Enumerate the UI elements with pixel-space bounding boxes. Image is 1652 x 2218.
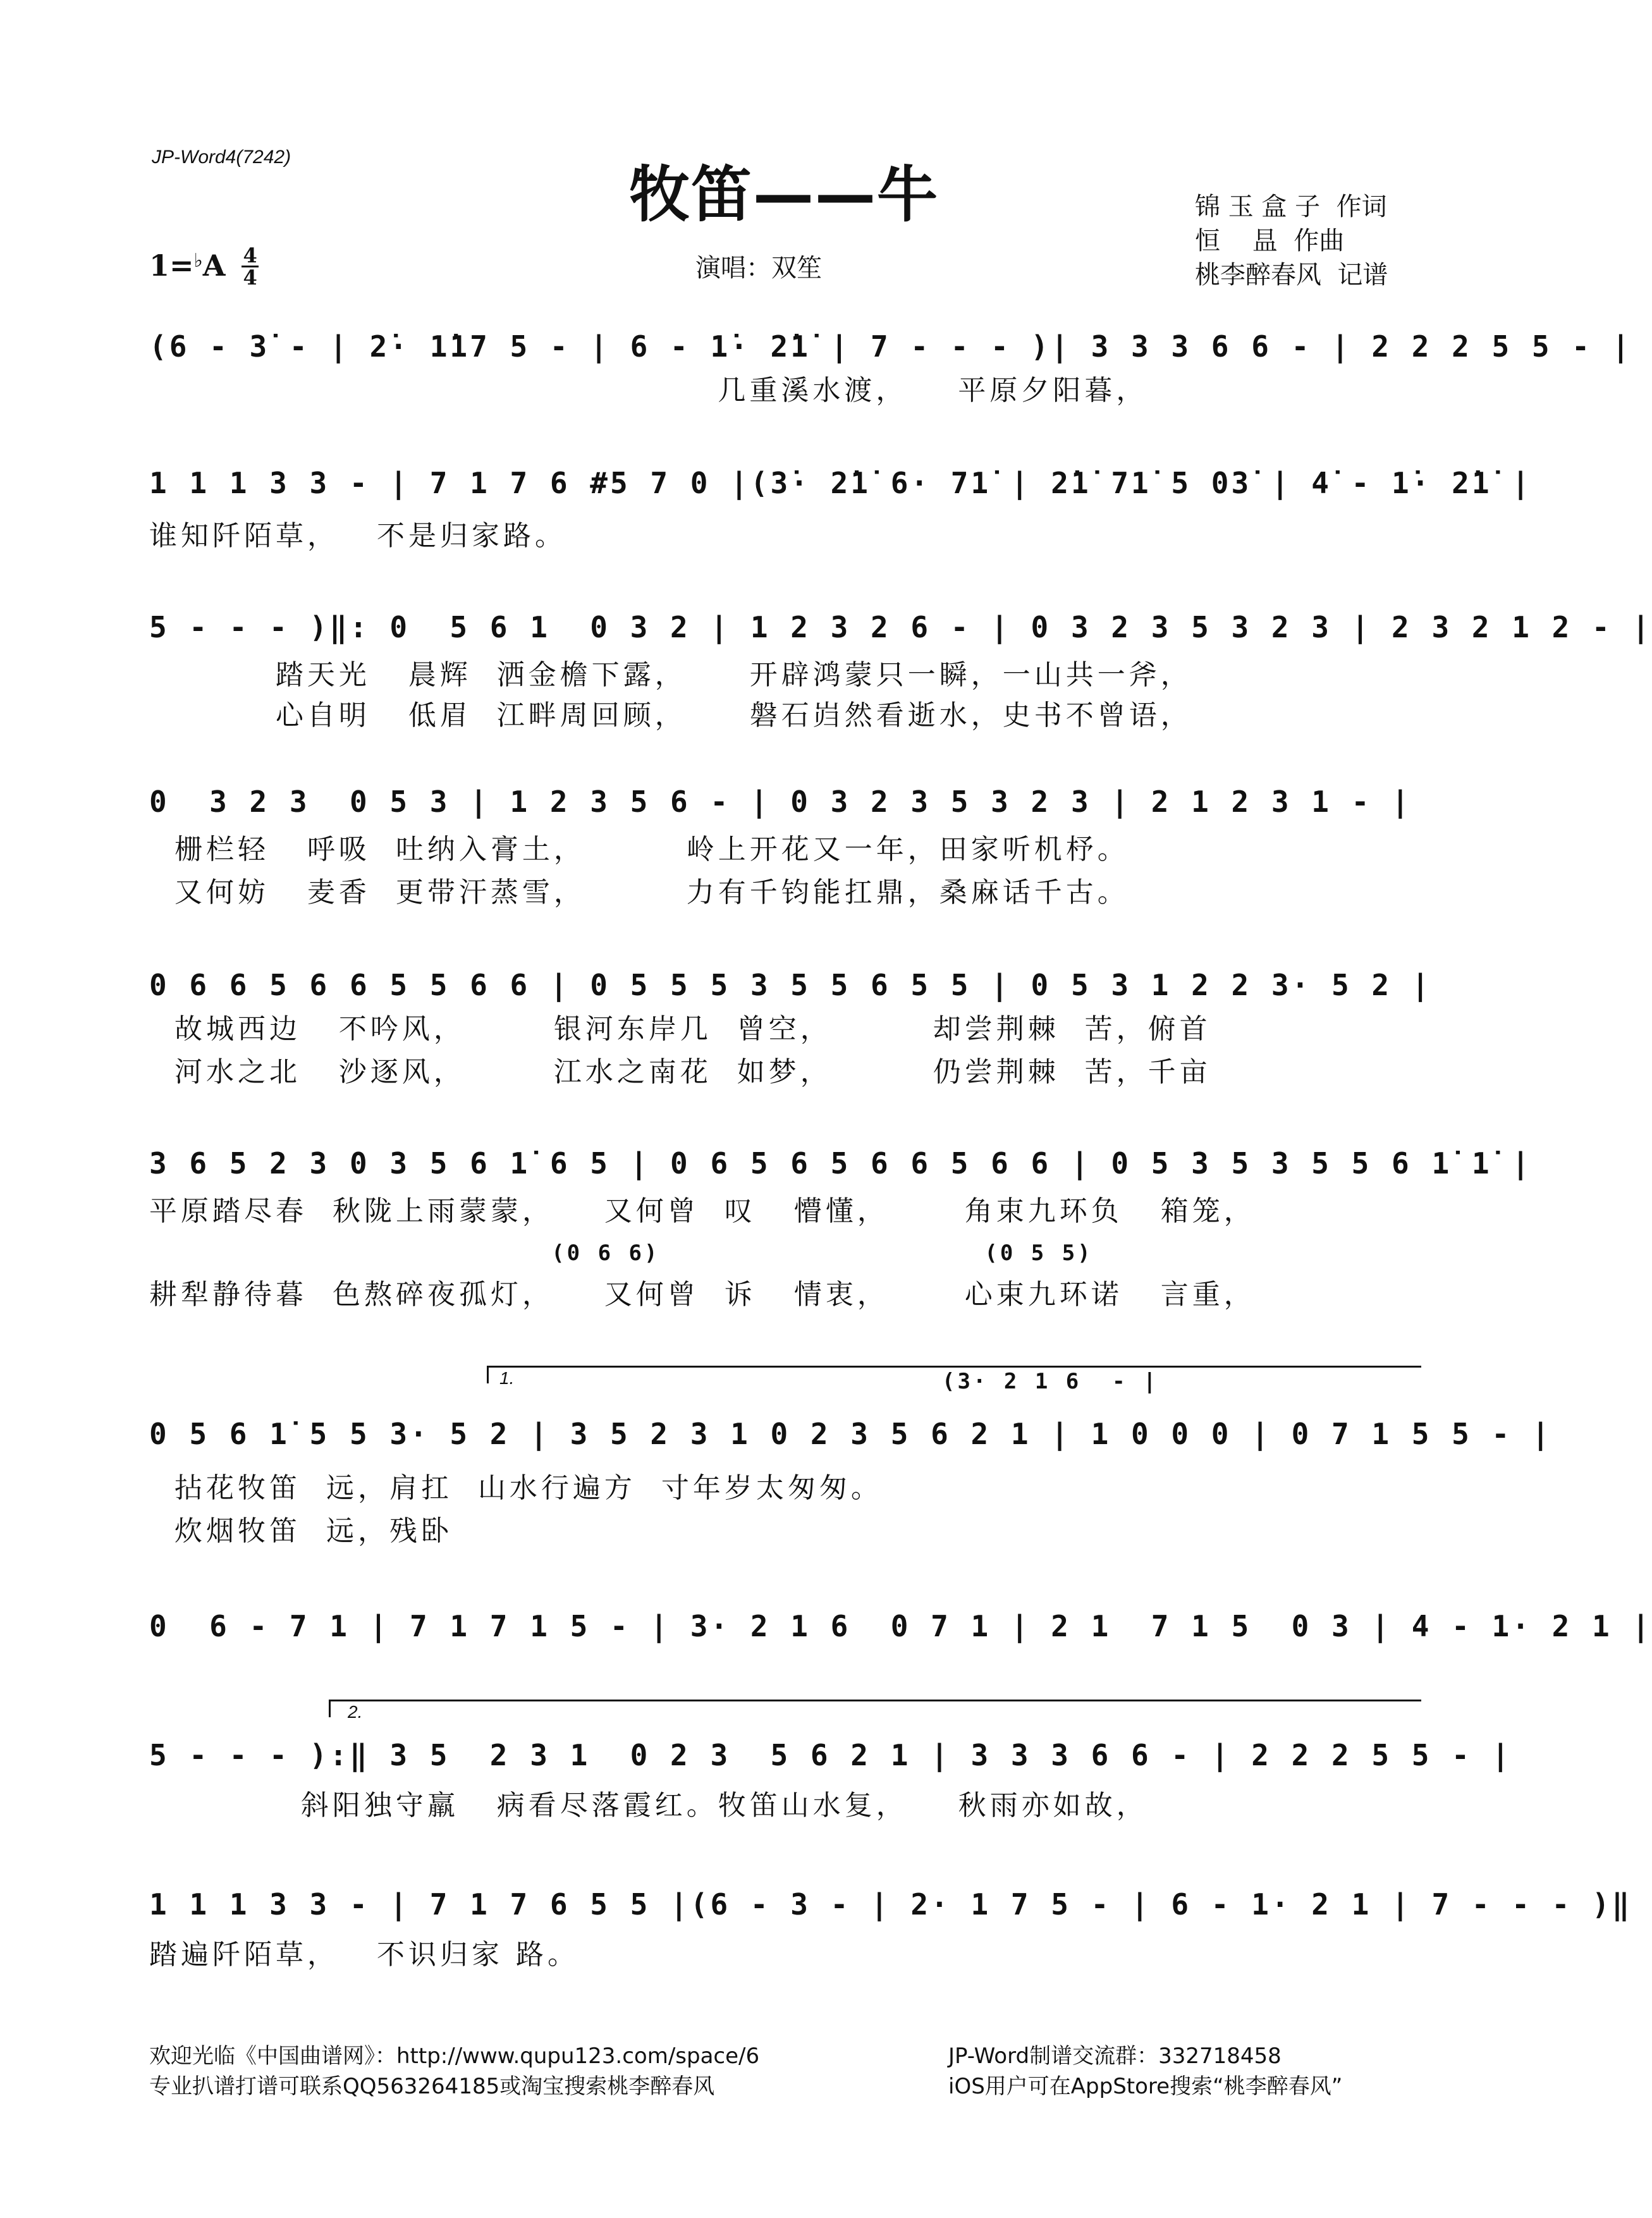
flat-icon: ♭ <box>193 250 203 272</box>
notation-line-9: 5 - - - ):‖ 3 5 2 3 1 0 2 3 5 6 2 1 | 3 3 3 6 6 - | 2 2 2 5 5 - | <box>149 1738 1512 1772</box>
footer-right <box>948 2041 1342 2102</box>
key-note: A <box>202 248 226 283</box>
lyric-line-9a: 斜阳独守羸 病看尽落霞红。牧笛山水复， 秋雨亦如故， <box>149 1789 1148 1822</box>
footer-group: JP-Word制谱交流群：332718458 <box>948 2043 1282 2069</box>
upper-voice-7: (3· 2 1 6 - | <box>942 1369 1159 1394</box>
notation-line-3: 5 - - - )‖: 0 5 6 1 0 3 2 | 1 2 3 2 6 - | 0 3 2 3 5 3 2 3 | 2 3 2 1 2 - | <box>149 610 1652 644</box>
lyricist-credit: 锦 玉 盒 子 作词 <box>1195 192 1387 221</box>
key-signature <box>149 245 259 288</box>
lyric-line-7b: 炊烟牧笛 远，残卧 <box>149 1515 453 1547</box>
volta-2-tick <box>329 1700 331 1717</box>
lyric-line-5b: 河水之北 沙逐风， 江水之南花 如梦， 仍尝荆棘 苦，千亩 <box>149 1056 1211 1088</box>
notation-line-6: 3 6 5 2 3 0 3 5 6 1̇ 6 5 | 0 6 5 6 5 6 6 5 6 6 | 0 5 3 5 3 5 5 6 1̇ 1̇ | <box>149 1146 1532 1180</box>
transcriber-credit: 桃李醉春风 记谱 <box>1195 260 1388 290</box>
ossia-notes-6: (0 6 6) (0 5 5) <box>149 1241 1093 1266</box>
composer-credit: 恒 昷 作曲 <box>1195 226 1345 255</box>
footer-contact: 专业扒谱打谱可联系QQ563264185或淘宝搜索桃李醉春风 <box>149 2074 715 2099</box>
volta-2-bracket <box>329 1700 1421 1701</box>
volta-1-tick <box>487 1366 489 1383</box>
lyric-line-10a: 踏遍阡陌草， 不识归家 路。 <box>149 1939 579 1971</box>
song-title: 牧笛——牛 <box>629 159 939 230</box>
software-tag: JP-Word4(7242) <box>152 147 291 168</box>
lyric-line-3a: 踏天光 晨辉 洒金檐下露， 开辟鸿蒙只一瞬，一山共一斧， <box>149 659 1192 691</box>
footer-left <box>149 2041 759 2102</box>
time-signature <box>242 245 258 288</box>
time-denominator: 4 <box>243 266 257 290</box>
notation-line-2: 1 1 1 3 3 - | 7 1 7 6 #5 7 0 |(3̇· 2̇1̇ 6· 71̇ | 2̇1̇ 71̇ 5 03̇ | 4̇ - 1̇· 2̇1̇ | <box>149 466 1532 500</box>
key-prefix: 1= <box>149 248 194 283</box>
notation-line-1: (6 - 3̇ - | 2̇· 1̇17 5 - | 6 - 1̇· 2̇1̇ | 7 - - - )| 3 3 3 6 6 - | 2 2 2 5 5 - | <box>149 329 1632 364</box>
lyric-line-1a: 几重溪水渡， 平原夕阳暮， <box>149 374 1148 407</box>
notation-line-8: 0 6 - 7 1 | 7 1 7 1 5 - | 3· 2 1 6 0 7 1 | 2 1 7 1 5 0 3 | 4 - 1· 2 1 | <box>149 1609 1652 1643</box>
footer-site-link[interactable]: 欢迎光临《中国曲谱网》：http://www.qupu123.com/space/6 <box>149 2043 760 2069</box>
notation-line-5: 0 6 6 5 6 6 5 5 6 6 | 0 5 5 5 3 5 5 6 5 5 | 0 5 3 1 2 2 3· 5 2 | <box>149 968 1432 1002</box>
lyric-line-4b: 又何妨 麦香 更带汗蒸雪， 力有千钧能扛鼎，桑麻话千古。 <box>149 876 1129 909</box>
credits <box>1195 190 1388 292</box>
time-numerator: 4 <box>243 243 257 267</box>
notation-line-4: 0 3 2 3 0 5 3 | 1 2 3 5 6 - | 0 3 2 3 5 3 2 3 | 2 1 2 3 1 - | <box>149 785 1412 819</box>
lyric-line-2a: 谁知阡陌草， 不是归家路。 <box>149 520 566 552</box>
lyric-line-4a: 栅栏轻 呼吸 吐纳入膏土， 岭上开花又一年，田家听机杼。 <box>149 833 1129 866</box>
notation-line-7: 0 5 6 1̇ 5 5 3· 5 2 | 3 5 2 3 1 0 2 3 5 6 2 1 | 1 0 0 0 | 0 7 1 5 5 - | <box>149 1417 1552 1451</box>
lyric-line-3b: 心自明 低眉 江畔周回顾， 磐石岿然看逝水，史书不曾语， <box>149 699 1192 732</box>
volta-1-label: 1. <box>499 1368 515 1388</box>
lyric-line-6b: 耕犁静待暮 色熬碎夜孤灯， 又何曾 诉 情衷， 心束九环诺 言重， <box>149 1278 1256 1311</box>
singer-credit: 演唱：双笙 <box>695 254 822 283</box>
notation-line-10: 1 1 1 3 3 - | 7 1 7 6 5 5 |(6 - 3 - | 2· 1 7 5 - | 6 - 1· 2 1 | 7 - - - )‖ <box>149 1887 1632 1921</box>
lyric-line-6a: 平原踏尽春 秋陇上雨蒙蒙， 又何曾 叹 懵懂， 角束九环负 箱笼， <box>149 1195 1256 1227</box>
lyric-line-5a: 故城西边 不吟风， 银河东岸几 曾空， 却尝荆棘 苦，俯首 <box>149 1013 1211 1045</box>
volta-2-label: 2. <box>348 1702 363 1722</box>
lyric-line-7a: 拈花牧笛 远，肩扛 山水行遍方 寸年岁太匆匆。 <box>149 1472 883 1504</box>
footer-appstore: iOS用户可在AppStore搜索“桃李醉春风” <box>948 2074 1343 2099</box>
